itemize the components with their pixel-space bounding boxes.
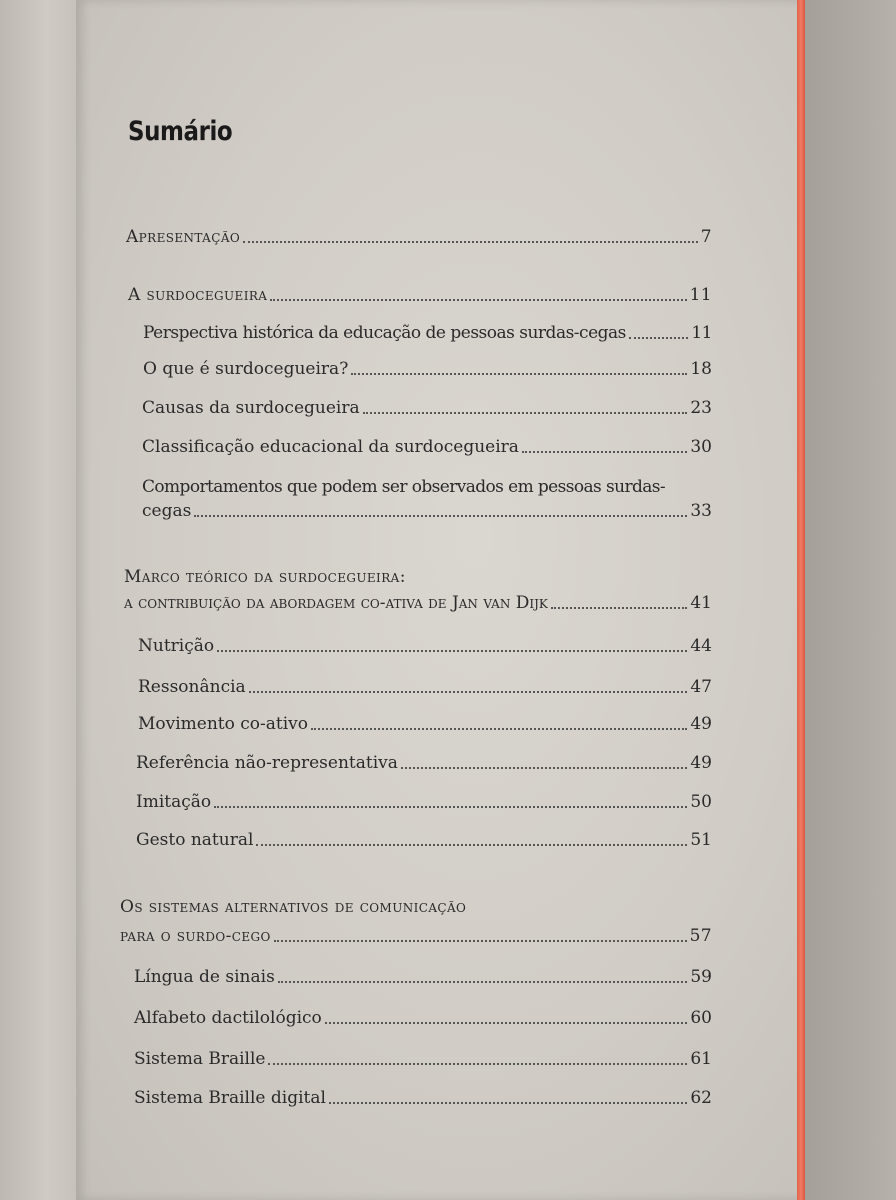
toc-page-number: 61 [690,1049,712,1069]
toc-entry-imitacao[interactable] [136,791,712,813]
toc-entry-sistemas-line1[interactable]: Os sistemas alternativos de comunicação [120,897,467,917]
toc-entry-label: Nutrição [138,636,215,656]
toc-entry-classificacao[interactable] [142,436,712,458]
toc-entry-label: Gesto natural [136,830,254,850]
toc-entry-label: Causas da surdocegueira [142,398,360,418]
toc-entry-label: a contribuição da abordagem co-ativa de Jan van Dijk [124,593,548,613]
dot-leader [629,337,688,339]
toc-page-number: 47 [690,677,712,697]
toc-entry-causas[interactable] [142,397,712,419]
toc-entry-label: Sistema Braille [134,1049,266,1069]
toc-entry-lingua[interactable] [134,966,712,988]
toc-entry-gesto[interactable] [136,829,712,851]
toc-entry-apresentacao[interactable] [126,226,712,248]
toc-entry-label: para o surdo-cego [120,926,271,946]
toc-entry-label: Imitação [136,792,212,812]
toc-entry-marco[interactable] [124,592,712,614]
toc-entry-perspectiva[interactable] [143,322,712,344]
dot-leader [363,412,688,414]
toc-page-number: 51 [690,830,712,850]
toc-entry-label: A surdocegueira [128,285,268,305]
toc-entry-label: O que é surdocegueira? [143,359,349,379]
toc-entry-braille-digital[interactable] [134,1087,712,1109]
toc-page-number: 44 [690,636,712,656]
toc-entry-label: Ressonância [138,677,246,697]
toc-entry-label: Movimento co-ativo [138,714,309,734]
dot-leader [522,451,687,453]
dot-leader [401,767,687,769]
dot-leader [311,728,687,730]
dot-leader [551,607,687,609]
toc-page-number: 49 [690,753,712,773]
dot-leader [268,1063,687,1065]
page-title: Sumário [128,116,233,147]
toc-page-number: 23 [690,398,712,418]
dot-leader [217,650,687,652]
toc-entry-label: Referência não-representativa [136,753,398,773]
toc-entry-sistemas[interactable] [120,925,712,947]
dot-leader [249,691,688,693]
toc-entry-ressonancia[interactable] [138,676,712,698]
toc-entry-label: Alfabeto dactilológico [134,1008,322,1028]
toc-page-number: 57 [689,926,712,946]
toc-page-number: 60 [690,1008,712,1028]
toc-entry-o-que-e[interactable] [143,358,712,380]
toc-page-number: 59 [690,967,712,987]
toc-page-number: 50 [690,792,712,812]
toc-page-number: 18 [690,359,712,379]
toc-entry-label: Sistema Braille digital [134,1088,326,1108]
dot-leader [278,981,688,983]
toc-entry-comportamentos[interactable] [142,500,712,522]
dot-leader [256,844,687,846]
toc-entry-label: Língua de sinais [134,967,275,987]
toc-page-number: 11 [691,323,712,343]
toc-entry-nutricao[interactable] [138,635,712,657]
dot-leader [329,1102,687,1104]
dot-leader [194,515,687,517]
toc-entry-alfabeto[interactable] [134,1007,712,1029]
toc-entry-referencia[interactable] [136,752,712,774]
toc-entry-label: Perspectiva histórica da educação de pessoas surdas-cegas [143,323,626,343]
toc-entry-surdocegueira[interactable] [128,284,712,306]
toc-entry-marco-line1[interactable]: Marco teórico da surdocegueira: [124,567,406,587]
toc-entry-movimento[interactable] [138,713,712,735]
toc-page-number: 62 [690,1088,712,1108]
toc-page-number: 49 [690,714,712,734]
dot-leader [325,1022,688,1024]
dot-leader [214,806,687,808]
toc-entry-label: Apresentação [126,227,241,247]
toc-page-number: 30 [690,437,712,457]
dot-leader [351,373,687,375]
toc-entry-label: Classificação educacional da surdocegueira [142,437,519,457]
dot-leader [243,241,698,243]
toc-page-number: 41 [690,593,712,613]
toc-page-number: 33 [690,501,712,521]
toc-page-number: 7 [700,227,712,247]
toc-entry-braille[interactable] [134,1048,712,1070]
toc-entry-label: cegas [142,501,192,521]
dot-leader [270,299,686,301]
toc-page-number: 11 [689,285,712,305]
toc-entry-comportamentos-line1[interactable]: Comportamentos que podem ser observados em pessoas surdas- [142,477,666,497]
dot-leader [274,940,687,942]
